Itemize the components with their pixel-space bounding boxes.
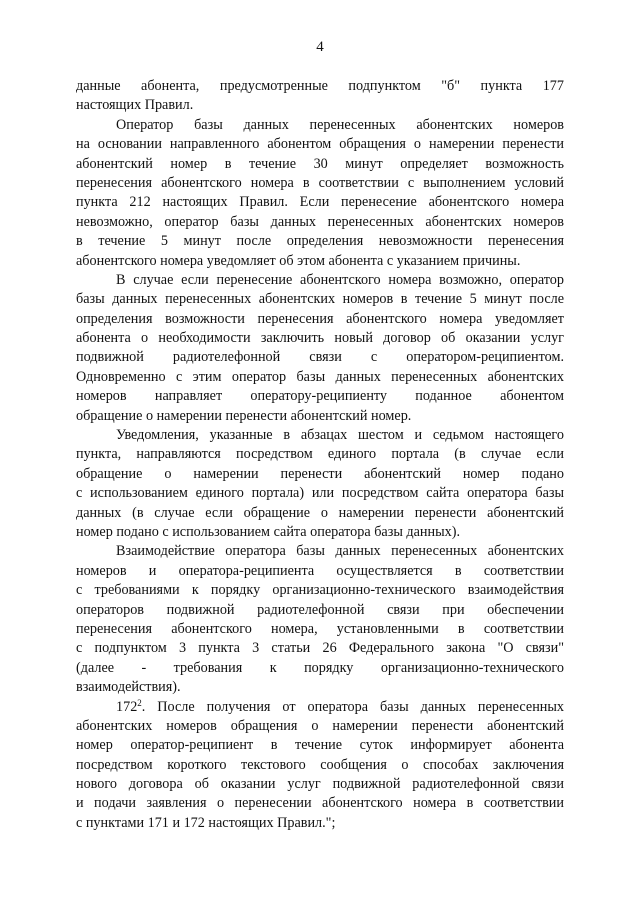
- text-line: в течение 5 минут после определения невозможности перенесения: [76, 233, 564, 250]
- text-line: обращение о намерении перенести абонентский номер.: [76, 407, 412, 424]
- paragraph-clause-172-2: [76, 698, 564, 834]
- paragraph-transfer-possible: [76, 271, 564, 426]
- text-line: абонента о необходимости заключить новый договор об оказании услуг: [76, 330, 564, 347]
- text-line: номер подано с использованием сайта оператора базы данных).: [76, 523, 460, 540]
- text-line: данных (в случае если обращение о намерении перенести абонентский: [76, 504, 564, 521]
- text-line: Одновременно с этим оператор базы данных перенесенных абонентских: [76, 368, 564, 385]
- text-line: с использованием единого портала) или посредством сайта оператора базы: [76, 485, 564, 502]
- paragraph-interaction: [76, 542, 564, 697]
- text-line: номеров и оператора-реципиента осуществляется в соответствии: [76, 562, 564, 579]
- text-line: пункта, направляются посредством единого портала (в случае если: [76, 446, 564, 463]
- clause-number-superscript: 2: [137, 697, 142, 708]
- text-line: перенесения абонентского номера, установленными в соответствии: [76, 620, 564, 637]
- text-line: абонентского номера уведомляет об этом абонента с указанием причины.: [76, 252, 521, 269]
- text-line: абонентских номеров обращения о намерении перенести абонентский: [76, 717, 564, 734]
- text-line: настоящих Правил.: [76, 97, 194, 114]
- paragraph-notifications: [76, 426, 564, 542]
- text-line: невозможно, оператор базы данных перенесенных абонентских номеров: [76, 213, 564, 230]
- text-line: (далее - требования к порядку организационно-технического: [76, 659, 564, 676]
- text-line: взаимодействия).: [76, 679, 181, 696]
- text-line: базы данных перенесенных абонентских номеров в течение 5 минут после: [76, 291, 564, 308]
- paragraph-operator-check: [76, 116, 564, 271]
- text-line: на основании направленного абонентом обращения о намерении перенести: [76, 136, 564, 153]
- paragraph-continuation: [76, 77, 564, 116]
- text-line: посредством короткого текстового сообщения о способах заключения: [76, 756, 564, 773]
- text-line: нового договора об оказании услуг подвижной радиотелефонной связи: [76, 776, 564, 793]
- text-line: подвижной радиотелефонной связи с оператором-реципиентом.: [76, 349, 564, 366]
- text-line: Взаимодействие оператора базы данных перенесенных абонентских: [116, 543, 564, 560]
- text-line: абонентский номер в течение 30 минут определяет возможность: [76, 155, 564, 172]
- text-line: Оператор базы данных перенесенных абонентских номеров: [116, 116, 564, 133]
- text-line: пункта 212 настоящих Правил. Если перенесение абонентского номера: [76, 194, 564, 211]
- text-line: с требованиями к порядку организационно-технического взаимодействия: [76, 582, 564, 599]
- text-line: с пунктами 171 и 172 настоящих Правил.";: [76, 814, 336, 831]
- text-line: и подачи заявления о перенесении абонентского номера в соответствии: [76, 795, 564, 812]
- text-line: В случае если перенесение абонентского номера возможно, оператор: [116, 271, 564, 288]
- text-line: Уведомления, указанные в абзацах шестом и седьмом настоящего: [116, 427, 564, 444]
- clause-first-line: [76, 698, 564, 717]
- clause-number: 172: [116, 698, 138, 715]
- page-number: 4: [316, 39, 324, 55]
- document-body: [76, 77, 564, 833]
- text-line: определения возможности перенесения абонентского номера уведомляет: [76, 310, 564, 327]
- clause-first-line-text: . После получения от оператора базы данных перенесенных: [141, 698, 564, 715]
- text-line: данные абонента, предусмотренные подпунктом "б" пункта 177: [76, 78, 564, 94]
- text-line: операторов подвижной радиотелефонной связи при обеспечении: [76, 601, 564, 618]
- text-line: номер оператор-реципиент в течение суток информирует абонента: [76, 737, 564, 754]
- text-line: обращение о намерении перенести абонентский номер подано: [76, 465, 564, 482]
- text-line: номеров направляет оператору-реципиенту поданное абонентом: [76, 388, 564, 405]
- text-line: с подпунктом 3 пункта 3 статьи 26 Федерального закона "О связи": [76, 640, 564, 657]
- text-line: перенесения абонентского номера в соответствии с выполнением условий: [76, 174, 564, 191]
